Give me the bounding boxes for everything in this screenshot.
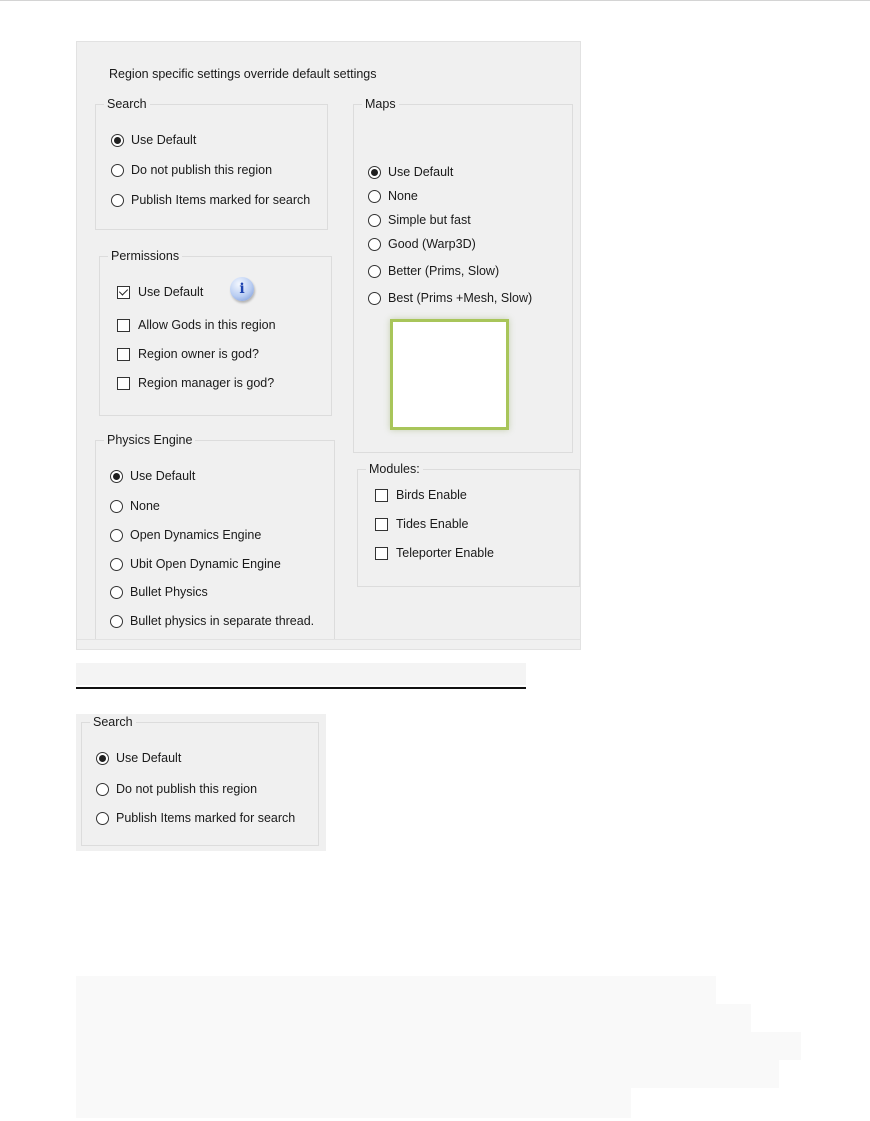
radio-button[interactable] [96,783,109,796]
maps-option-none[interactable]: None [368,189,418,204]
physics-engine-group [95,433,335,640]
faint-block [76,1088,631,1118]
maps-legend: Maps [362,97,399,112]
physics-option-bullet-threaded[interactable]: Bullet physics in separate thread. [110,614,314,629]
permission-allow-gods[interactable]: Allow Gods in this region [117,318,276,333]
search-detail-option-use-default[interactable]: Use Default [96,751,181,766]
faint-block [76,1060,779,1088]
physics-legend: Physics Engine [104,433,195,448]
map-preview [390,319,509,430]
faint-block [76,976,716,1004]
radio-button[interactable] [368,265,381,278]
checkbox[interactable] [117,286,130,299]
radio-button[interactable] [96,812,109,825]
section-divider-line [76,687,526,689]
physics-option-none[interactable]: None [110,499,160,514]
radio-button[interactable] [368,214,381,227]
checkbox[interactable] [117,319,130,332]
radio-button[interactable] [111,134,124,147]
radio-button[interactable] [110,615,123,628]
radio-button[interactable] [368,292,381,305]
permissions-group [99,249,332,416]
search-group [95,97,328,230]
maps-option-good[interactable]: Good (Warp3D) [368,237,476,252]
radio-button[interactable] [368,166,381,179]
module-teleporter-enable[interactable]: Teleporter Enable [375,546,494,561]
module-birds-enable[interactable]: Birds Enable [375,488,467,503]
search-option-publish-items[interactable]: Publish Items marked for search [111,193,310,208]
search-detail-option-publish-items[interactable]: Publish Items marked for search [96,811,295,826]
checkbox[interactable] [375,547,388,560]
search-legend: Search [104,97,150,112]
search-detail-group [81,715,319,846]
permission-region-manager-god[interactable]: Region manager is god? [117,376,274,391]
checkbox[interactable] [117,377,130,390]
info-icon[interactable]: i [230,277,254,301]
physics-option-use-default[interactable]: Use Default [110,469,195,484]
maps-group [353,97,573,453]
physics-option-ode[interactable]: Open Dynamics Engine [110,528,261,543]
maps-option-simple[interactable]: Simple but fast [368,213,471,228]
search-option-use-default[interactable]: Use Default [111,133,196,148]
maps-option-better[interactable]: Better (Prims, Slow) [368,264,499,279]
radio-button[interactable] [368,238,381,251]
maps-option-use-default[interactable]: Use Default [368,165,453,180]
physics-option-ubit-ode[interactable]: Ubit Open Dynamic Engine [110,557,281,572]
modules-legend: Modules: [366,462,423,477]
permissions-legend: Permissions [108,249,182,264]
radio-button[interactable] [111,164,124,177]
faint-block [76,1032,801,1060]
checkbox[interactable] [375,489,388,502]
faint-block [76,1004,751,1032]
radio-button[interactable] [110,470,123,483]
top-divider [0,0,870,1]
panel-header: Region specific settings override default settings [109,67,377,81]
radio-button[interactable] [368,190,381,203]
region-settings-panel [76,41,581,650]
search-option-do-not-publish[interactable]: Do not publish this region [111,163,272,178]
radio-button[interactable] [110,586,123,599]
module-tides-enable[interactable]: Tides Enable [375,517,469,532]
search-detail-legend: Search [90,715,136,730]
radio-button[interactable] [110,529,123,542]
radio-button[interactable] [110,500,123,513]
radio-button[interactable] [110,558,123,571]
panel-bottom-line [77,639,580,640]
radio-button[interactable] [96,752,109,765]
maps-option-best[interactable]: Best (Prims +Mesh, Slow) [368,291,532,306]
radio-button[interactable] [111,194,124,207]
checkbox[interactable] [375,518,388,531]
permission-region-owner-god[interactable]: Region owner is god? [117,347,259,362]
modules-group [357,462,580,587]
permission-use-default[interactable]: Use Default [117,285,203,300]
search-detail-option-do-not-publish[interactable]: Do not publish this region [96,782,257,797]
section-divider-bar [76,663,526,685]
physics-option-bullet[interactable]: Bullet Physics [110,585,208,600]
search-detail-panel [76,714,326,851]
checkbox[interactable] [117,348,130,361]
